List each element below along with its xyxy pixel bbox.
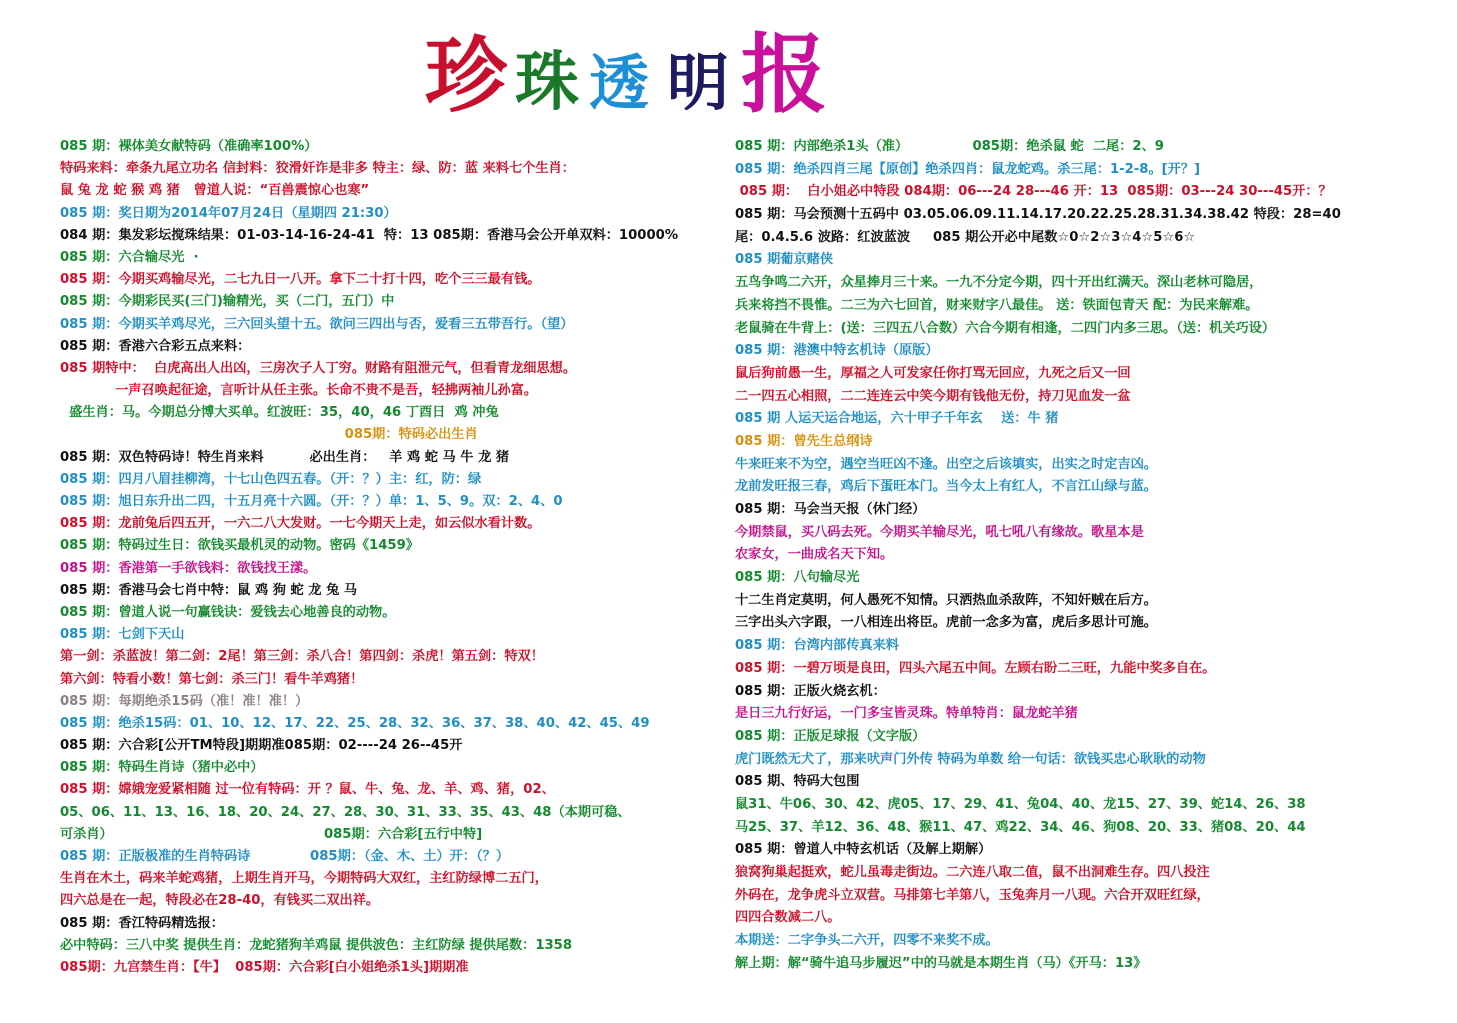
right-line: 085 期：曾先生总纲诗 [735,433,873,449]
right-line: 085 期：曾道人中特玄机话（及解上期解） [735,842,992,858]
left-line: 盛生肖：马。今期总分博大买单。红波旺：35，40，46 丁酉日 鸡 冲兔 [60,405,499,421]
left-line: 085 期：特码生肖诗（猪中必中） [60,760,264,776]
left-line: 085 期：今期买鸡输尽光，二七九日一八开。拿下二十打十四，吃个三三最有钱。 [60,272,541,288]
left-line: 085 期：裸体美女献特码（准确率100%） [60,139,318,154]
left-line: 085 期：绝杀15码：01、10、12、17、22、25、28、32、36、37、38、40、42、45、49 [60,715,650,731]
left-line: 085 期：香港马会七肖中特：鼠 鸡 狗 蛇 龙 兔 马 [60,582,358,598]
left-line: 085 期：四月八眉挂柳湾，十七山色四五春。（开：？）主：红，防：绿 [60,471,482,487]
left-line: 085 期：曾道人说一句赢钱诀：爱钱去心地善良的动物。 [60,604,396,620]
left-line: 085 期：香江特码精选报： [60,915,224,931]
left-line: 085 期：今期买羊鸡尽光，三六回头望十五。欲问三四出与否，爱看三五带吾行。（望） [60,316,574,332]
left-line: 085 期：六合输尽光 · [60,249,199,265]
right-line: 今期禁鼠，买八码去死。今期买羊输尽光，吼七吼八有缘故。歌星本是 [735,524,1144,540]
right-line: 085 期：港澳中特玄机诗（原版） [735,343,939,359]
right-line: 085 期： 白小姐必中特段 084期：06---24 28---46 开：13 085期：03---24 30---45开：？ [735,184,1332,200]
right-line: 085 期 人运天运合地运，六十甲子千年玄 送：牛 猪 [735,411,1059,427]
left-line: 鼠 兔 龙 蛇 猴 鸡 猪 曾道人说：“百兽震惊心也寒” [60,183,370,199]
left-line: 085 期：正版极准的生肖特码诗 085期：（金、木、土）开：（？） [60,849,510,864]
right-line: 农家女，一曲成名天下知。 [735,547,894,563]
left-line: 085期：特码必出生肖 [60,427,478,443]
right-line: 085 期：马会当天报（休门经） [735,502,926,517]
right-line: 085 期：内部绝杀1头（准） 085期：绝杀鼠 蛇 二尾：2、9 [735,139,1164,154]
page-title [425,25,905,129]
left-line: 085 期：特码过生日：欲钱买最机灵的动物。密码《1459》 [60,538,419,554]
right-line: 老鼠骑在牛背上：(送：三四五八合数）六合今期有相逢，二四门内多三思。（送：机关巧设） [735,320,1276,336]
right-line: 马25、37、羊12、36、48、猴11、47、鸡22、34、46、狗08、20、33、猪08、20、44 [735,819,1306,835]
left-line: 085 期：香港第一手欲钱料：欲钱找王漾。 [60,560,317,576]
right-line: 085 期：一碧万顷是良田，四头六尾五中间。左顾右盼二三旺，九能中奖多自在。 [735,660,1216,676]
right-line: 十二生肖定莫明，何人愚死不知情。只洒热血杀敌阵，不知奸贼在后方。 [735,592,1157,608]
left-line: 085 期：旭日东升出二四，十五月亮十六圆。（开：？）单：1、5、9。双：2、4、0 [60,494,563,509]
left-line: 可杀肖） 085期：六合彩[五行中特] [60,826,483,842]
right-line: 虎门既然无犬了，那来吠声门外传 特码为单数 给一句话：欲钱买忠心耿耿的动物 [735,751,1206,767]
left-line: 084 期：集发彩坛搅珠结果：01-03-14-16-24-41 特：13 085期：香港马会公开单双料：10000% [60,227,679,243]
title-char-3: 透 [589,49,650,119]
right-line: 外码在，龙争虎斗立双营。马排第七羊第八，玉兔奔月一八现。六合开双旺红绿， [735,887,1210,903]
right-line: 085 期：正版火烧玄机： [735,683,886,699]
left-line: 085 期：每期绝杀15码（准！准！准！） [60,693,309,709]
right-line: 尾：0.4.5.6 波路：红波蓝波 085 期公开必中尾数☆0☆2☆3☆4☆5☆6☆ [735,229,1196,245]
title-char-5: 报 [741,25,828,125]
right-column [735,136,1450,975]
left-line: 085 期：龙前兔后四五开，一六二八大发财。一七今期天上走，如云似水看计数。 [60,516,541,532]
right-line: 牛来旺来不为空，遇空当旺凶不逢。出空之后该填实，出实之时定吉凶。 [735,456,1157,472]
left-line: 05、06、11、13、16、18、20、24、27、28、30、31、33、35、43、48（本期可稳、 [60,804,631,820]
left-column [60,136,730,979]
right-line: 085 期、特码大包围 [735,774,860,790]
left-line: 四六总是在一起，特段必在28-40，有钱买二双出祥。 [60,893,380,909]
right-line: 兵来将挡不畏惟。二三为六七回首，财来财字八最佳。 送：铁面包青天 配：为民来解难。 [735,297,1259,313]
title-char-2: 珠 [515,46,580,120]
right-line: 四四合数减二八。 [735,910,841,926]
right-line: 鼠后狗前愚一生，厚福之人可发家任你打骂无回应，九死之后又一回 [735,365,1131,381]
title-char-4: 明 [667,46,730,119]
right-line: 是日三九行好运，一门多宝皆灵珠。特单特肖：鼠龙蛇羊猪 [735,706,1078,722]
left-line: 085 期：奖日期为2014年07月24日（星期四 21:30） [60,205,397,221]
title-char-1: 珍 [425,29,508,124]
right-line: 085 期：马会预测十五码中 03.05.06.09.11.14.17.20.22.25.28.31.34.38.42 特段：28=40 [735,207,1341,223]
right-line: 五鸟争鸣二六开，众星捧月三十来。一九不分定今期，四十开出红满天。深山老林可隐居， [735,275,1263,291]
left-line: 085 期：香港六合彩五点来料： [60,338,251,354]
left-line: 必中特码：三八中奖 提供生肖：龙蛇猪狗羊鸡鼠 提供波色：主红防绿 提供尾数：1358 [60,937,573,953]
left-line: 085 期：七剑下天山 [60,627,185,643]
left-line: 085期：九宫禁生肖：【牛】 085期：六合彩[白小姐绝杀1头]期期准 [60,959,469,975]
left-line: 085 期：今期彩民买(三门)输精光，买（二门，五门）中 [60,294,395,310]
left-line: 第一剑：杀蓝波！第二剑：2尾！第三剑：杀八合！第四剑：杀虎！第五剑：特双！ [60,649,544,665]
right-line: 解上期：解“骑牛追马步履迟”中的马就是本期生肖（马）《开马：13》 [735,955,1147,971]
left-line: 085 期特中： 白虎高出人出凶，三房次子人丁穷。财路有阻泄元气，但看青龙细思想。 [60,360,577,376]
left-line: 一声召唤起征途，言听计从任主张。长命不贵不是吾，轻拂两袖儿孙富。 [60,383,538,399]
right-line: 085 期葡京赌侠 [735,252,834,268]
right-line: 三字出头六字跟，一八相连出将臣。虎前一念多为富，虎后多思计可施。 [735,615,1157,631]
right-line: 085 期：绝杀四肖三尾【原创】绝杀四肖：鼠龙蛇鸡。杀三尾：1-2-8。[开？] [735,161,1201,177]
right-line: 二一四五心相照，二二连连云中笑今期有钱他无份，持刀见血发一盆 [735,388,1131,404]
right-line: 085 期：台湾内部传真来料 [735,638,899,654]
left-line: 085 期：双色特码诗！特生肖来料 必出生肖： 羊 鸡 蛇 马 牛 龙 猪 [60,449,510,465]
left-line: 085 期：嫦娥宠爱紧相随 过一位有特码：开 ？鼠、牛、兔、龙、羊、鸡、猪，02、 [60,782,555,798]
left-line: 第六剑：特看小数！第七剑：杀三门！看牛羊鸡猪！ [60,671,364,687]
right-line: 鼠31、牛06、30、42、虎05、17、29、41、兔04、40、龙15、27、39、蛇14、26、38 [735,796,1306,812]
left-line: 特码来料：牵条九尾立功名 信封料：狡滑奸诈是非多 特主：绿、防：蓝 来料七个生肖： [60,161,575,177]
right-line: 085 期：八句输尽光 [735,570,860,586]
right-line: 龙前发旺报三春，鸡后下蛋旺本门。当今太上有红人，不言江山绿与蓝。 [735,479,1157,495]
right-line: 085 期：正版足球报（文字版） [735,728,926,744]
left-line: 085 期：六合彩[公开TM特段]期期准085期：02----24 26--45开 [60,738,463,754]
right-line: 本期送：二字争头二六开，四零不来奖不成。 [735,933,999,949]
right-line: 狼窝狗巢起挺欢，蛇儿虽毒走街边。二六连八取二值，鼠不出洞难生存。四八投注 [735,865,1210,880]
left-line: 生肖在木土，码来羊蛇鸡猪，上期生肖开马，今期特码大双红，主红防绿博二五门， [60,871,548,887]
